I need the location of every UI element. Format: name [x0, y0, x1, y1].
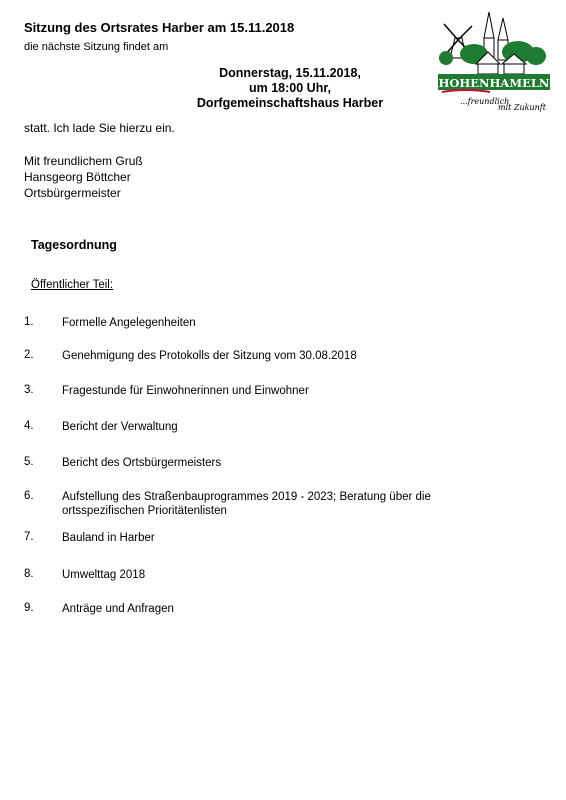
agenda-item-number: 1. — [24, 316, 34, 328]
invitation-text: statt. Ich lade Sie hierzu ein. — [24, 121, 175, 135]
agenda-item-text: Fragestunde für Einwohnerinnen und Einwohner — [62, 385, 309, 397]
agenda-item-number: 2. — [24, 349, 34, 361]
logo-slogan-1: ...freundlich — [460, 97, 510, 106]
signer-name: Hansgeorg Böttcher — [24, 170, 131, 184]
agenda-item-number: 4. — [24, 420, 34, 432]
intro-text: die nächste Sitzung findet am — [24, 41, 169, 53]
agenda-item-text: Formelle Angelegenheiten — [62, 317, 196, 329]
agenda-item-number: 7. — [24, 531, 34, 543]
agenda-item-number: 3. — [24, 384, 34, 396]
hohenhameln-logo — [438, 8, 550, 112]
logo-slogan-2: mit Zukunft — [498, 103, 546, 112]
agenda-heading: Tagesordnung — [31, 238, 117, 252]
agenda-item-text: Bericht des Ortsbürgermeisters — [62, 457, 222, 469]
meeting-place: Dorfgemeinschaftshaus Harber — [196, 96, 384, 110]
salutation: Mit freundlichem Gruß — [24, 154, 143, 168]
signature-block — [24, 153, 143, 201]
logo-name: HOHENHAMELN — [438, 76, 550, 90]
document-title: Sitzung des Ortsrates Harber am 15.11.2018 — [24, 20, 295, 35]
signer-role: Ortsbürgermeister — [24, 186, 121, 200]
agenda-item-number: 8. — [24, 568, 34, 580]
agenda-item-text: Aufstellung des Straßenbauprogrammes 2019 - 2023; Beratung über die ortsspezifischen Prioritätenlisten — [62, 491, 431, 517]
agenda-item-text: Genehmigung des Protokolls der Sitzung vom 30.08.2018 — [62, 350, 357, 362]
agenda-item-number: 9. — [24, 602, 34, 614]
agenda-item-text: Bericht der Verwaltung — [62, 421, 178, 433]
agenda-item-number: 5. — [24, 456, 34, 468]
meeting-time: um 18:00 Uhr, — [249, 81, 331, 95]
agenda-item-text: Umwelttag 2018 — [62, 569, 146, 581]
agenda-item-number: 6. — [24, 490, 34, 502]
meeting-date: Donnerstag, 15.11.2018, — [219, 66, 361, 80]
meeting-details — [140, 66, 440, 111]
agenda-item-text: Bauland in Harber — [62, 532, 155, 544]
public-section-heading: Öffentlicher Teil: — [31, 279, 114, 291]
agenda-item-text: Anträge und Anfragen — [62, 603, 174, 615]
